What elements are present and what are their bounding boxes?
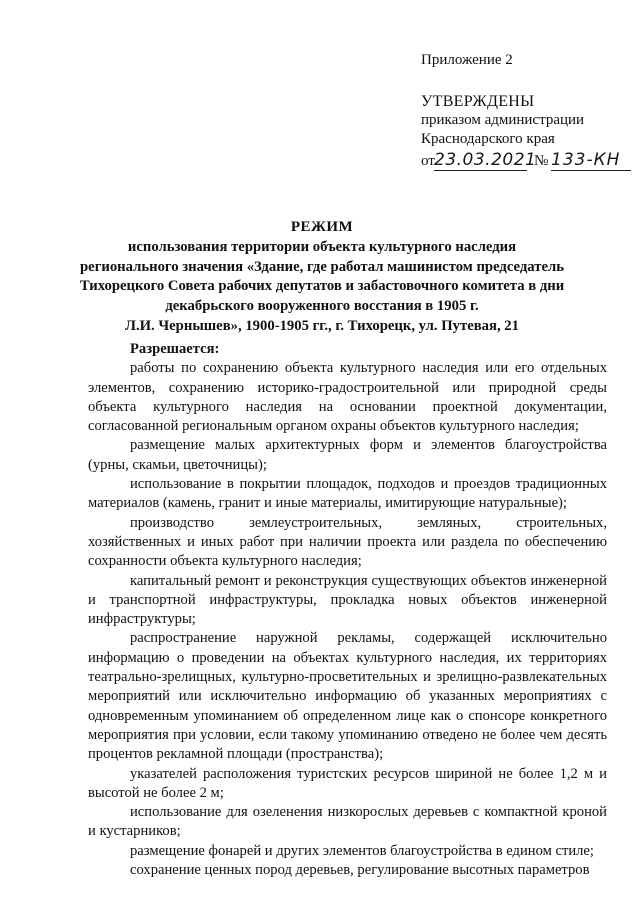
paragraph: сохранение ценных пород деревьев, регулирование высотных параметров [130,862,590,879]
paragraph: использование для озеленения низкорослых деревьев с компактной кроной и кустарников; [88,804,607,840]
document-body [88,340,607,880]
paragraph: указателей расположения туристских ресурсов шириной не более 1,2 м и высотой не более 2 м; [88,765,607,801]
appendix-label: Приложение 2 [421,52,513,68]
approved-title: УТВЕРЖДЕНЫ [421,93,535,110]
approval-block [421,92,621,172]
paragraph: использование в покрытии площадок, подходов и проездов традиционных материалов (камень, гранит и иные материалы, имитирующие натуральные); [88,476,607,512]
heading-line: регионального значения «Здание, где работал машинистом председатель [80,258,564,275]
allowed-label: Разрешается: [130,341,220,357]
approval-line: приказом администрации [421,112,585,128]
heading-line: Л.И. Чернышев», 1900-1905 гг., г. Тихорецк, ул. Путевая, 21 [125,317,519,334]
document-heading [78,218,566,337]
paragraph: работы по сохранению объекта культурного наследия или его отдельных элементов, сохранению историко-градостроительной или природной среды объекта культурного наследия на основании проектной документации, согласованной региональным органом охраны объектов культурного наследия; [88,360,607,435]
paragraph: размещение малых архитектурных форм и элементов благоустройства (урны, скамьи, цветочницы); [88,437,607,473]
paragraph: распространение наружной рекламы, содержащей исключительно информацию о проведении на объектах культурного наследия, их территориях театрально-зрелищных, культурно-просветительных и зрелищно-развлекательных мероприятий или исключительно информацию об указанных мероприятиях с одновременным упоминанием об определенном лице как о спонсоре конкретного мероприятия при условии, если такому упоминанию отведено не более чем десять процентов рекламной площади (пространства); [88,630,607,763]
heading-line: использования территории объекта культурного наследия [127,238,517,255]
order-number-label: № [534,153,549,169]
approval-line: Краснодарского края [421,131,555,147]
paragraph: капитальный ремонт и реконструкция существующих объектов инженерной и транспортной инфраструктуры, прокладка новых объектов инженерной инфраструктуры; [88,572,607,628]
paragraph: производство землеустроительных, земляных, строительных, хозяйственных и иных работ при наличии проекта или раздела по обеспечению сохранности объекта культурного наследия; [88,514,607,570]
order-number-handwritten: 133-КН [551,150,631,171]
order-date-handwritten: 23.03.2021 [434,150,537,170]
order-prefix: от [421,153,435,169]
order-reference [421,150,621,172]
paragraph: размещение фонарей и других элементов благоустройства в едином стиле; [130,842,594,859]
heading-line: декабрьского вооруженного восстания в 1905 г. [165,298,479,315]
heading-line: Тихорецкого Совета рабочих депутатов и забастовочного комитета в дни [79,278,565,295]
heading-mode: РЕЖИМ [290,219,354,235]
